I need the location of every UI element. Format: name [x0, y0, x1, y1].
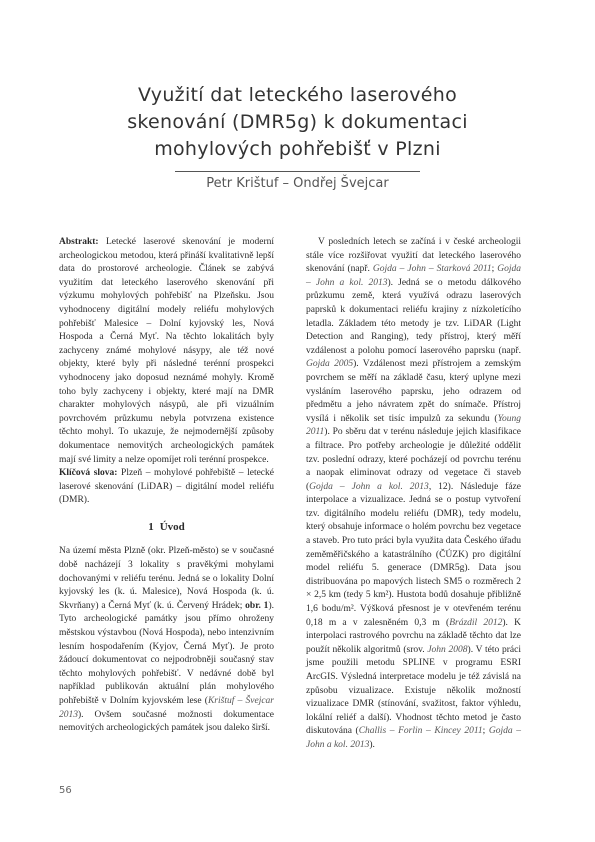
- citation: Gojda – John a kol. 2013: [306, 726, 521, 750]
- abstract: [59, 236, 274, 467]
- text-run: ). Po sběru dat v terénu následuje jejich klasifikace a filtrace. Pro potřeby archeologie je důležité oddělit tzv. poslední odrazy, které pocházejí od povrchu terénu a naopak eliminovat odrazy od vegetace či staveb (: [306, 427, 521, 492]
- text-run: ). Tyto archeologické památky jsou přímo ohroženy městskou výstavbou (Nová Hospoda), nebo intenzivním lesním hospodařením (Kyjov, Černá Myť). Je proto žádoucí dokumentovat co nejpodrobněji současný stav těchto mohylových pohřebišť. V nedávné době byl například publikován aktuální plán mohylového pohřebiště v Dolním kyjovském lese (: [59, 600, 274, 706]
- title-line: skenování (DMR5g) k dokumentaci: [127, 111, 468, 133]
- right-column: [306, 236, 521, 753]
- paper-title: [60, 82, 535, 163]
- keywords-text: Plzeň – mohylové pohřebiště – letecké laserové skenování (LiDAR) – digitální model reliéfu (DMR).: [59, 468, 274, 506]
- abstract-text: Letecké laserové skenování je moderní archeologickou metodou, která přináší kvalitativně lepší data do prostorové archeologie. Článek se zabývá využitím dat leteckého laserového skenování při výzkumu mohylových pohřebišť na Plzeňsku. Jsou vyhodnoceny digitální modely reliéfu mohylových pohřebišť Malesice – Dolní kyjovský les, Nová Hospoda a Černá Myť. Na těchto lokalitách byly zachyceny známé mohylové násypy, ale též nové objekty, které byly při následné terénní prospekci vyhodnoceny jako doposud neznámé mohyly. Kromě toho byly zachyceny i objekty, které mají na DMR charakter mohylových násypů, ale při vizuálním povrchovém průzkumu nebyla potvrzena existence těchto mohyl. To ukazuje, že nejmodernější způsoby dokumentace nemovitých archeologických památek mají své limity a nelze opomíjet roli terénní prospekce.: [59, 237, 275, 465]
- text-run: ). V této práci jsme použili metodu SPLINE v programu ESRI ArcGIS. Výsledná interpretace modelu je též závislá na způsobu vizualizace. Existuje několik možností vizualizace DMR (stínování, svažitost, faktor výhledu, lokální reliéf a další). Vhodnost těchto metod je často diskutována (: [306, 644, 521, 737]
- page-number: 56: [59, 785, 72, 796]
- title-line: mohylových pohřebišť v Plzni: [154, 138, 441, 160]
- text-run: ).: [369, 739, 375, 750]
- section-heading: [59, 521, 274, 535]
- section-number: 1: [148, 520, 154, 533]
- authors: Petr Krištuf – Ondřej Švejcar: [206, 176, 389, 191]
- citation: Challis – Forlin – Kincey 2011: [358, 726, 483, 737]
- text-run: ). Vzdálenost mezi přístrojem a zemským povrchem se měří na základě času, který uplyne mezi vysláním laserového paprsku, jeho odrazem od předmětu a jeho návratem zpět do snímače. Přístroj vysílá i několik set tisíc impulzů za sekundu (: [306, 359, 521, 424]
- citation: John 2008: [427, 644, 468, 655]
- keywords: [59, 467, 274, 508]
- text-run: ). Jedná se o metodu dálkového průzkumu země, která využívá odrazu laserových paprsků k dokumentaci reliéfu krajiny z nízkoletícího letadla. Základem této metody je tzv. LiDAR (Light Detection and Ranging), tedy přístroj, který měří vzdálenost a polohu pomocí laserového paprsku (např.: [306, 277, 522, 356]
- citation: Gojda 2005: [306, 359, 354, 370]
- body-paragraph: [306, 236, 521, 753]
- citation: Brázdil 2012: [449, 617, 503, 628]
- text-run: Na území města Plzně (okr. Plzeň-město) se v současné době nacházejí 3 lokality s pravěkými mohylami dochovanými v reliéfu terénu. Jedná se o lokality Dolní kyjovský les (k. ú. Malesice), Nová Hospoda (k. ú. Skvrňany) a Černá Myť (k. ú. Červený Hrádek;: [59, 546, 274, 611]
- text-run: ). K interpolaci rastrového povrchu na základě těchto dat lze použít několik algoritmů (srov.: [306, 617, 521, 655]
- citation: Gojda – John – Starková 2011: [372, 264, 492, 275]
- figure-ref: obr. 1: [245, 600, 269, 611]
- citation: Gojda – John a kol. 2013: [306, 264, 521, 288]
- text-run: V posledních letech se začíná i v české archeologii stále více rozšiřovat využití dat leteckého laserového skenování (např.: [306, 237, 521, 275]
- text-run: ;: [482, 726, 489, 737]
- citation: Young 2011: [306, 413, 521, 438]
- citation: Krištuf – Švejcar 2013: [59, 696, 274, 720]
- abstract-label: Abstrakt:: [59, 237, 99, 247]
- keywords-label: Klíčová slova:: [59, 468, 118, 479]
- title-line: Využití dat leteckého laserového: [138, 84, 457, 106]
- left-column: [59, 236, 274, 736]
- intro-paragraph: [59, 545, 274, 735]
- text-run: , 12). Následuje fáze interpolace a vizualizace. Jedná se o postup vytvoření tzv. digitálního modelu reliéfu (DMR), tedy modelu, který obsahuje informace o holém povrchu bez vegetace a staveb. Pro tuto práci byla využita data Českého úřadu zeměměřičského a katastrálního (ČÚZK) pro digitální model reliéfu 5. generace (DMR5g). Data jsou distribuována po mapových listech SM5 o rozměrech 2 × 2,5 km (tedy 5 km²). Hustota bodů dosahuje přibližně 1,6 bodu/m². Výšková přesnost je v otevřeném terénu 0,18 m a v zalesněném 0,3 m (: [306, 481, 521, 628]
- text-run: ;: [491, 264, 498, 275]
- citation: Gojda – John a kol. 2013: [309, 481, 429, 492]
- title-divider: [175, 171, 420, 172]
- section-title: Úvod: [159, 520, 185, 533]
- text-run: ). Ovšem současné možnosti dokumentace nemovitých archeologických památek jsou daleko širší.: [59, 709, 274, 734]
